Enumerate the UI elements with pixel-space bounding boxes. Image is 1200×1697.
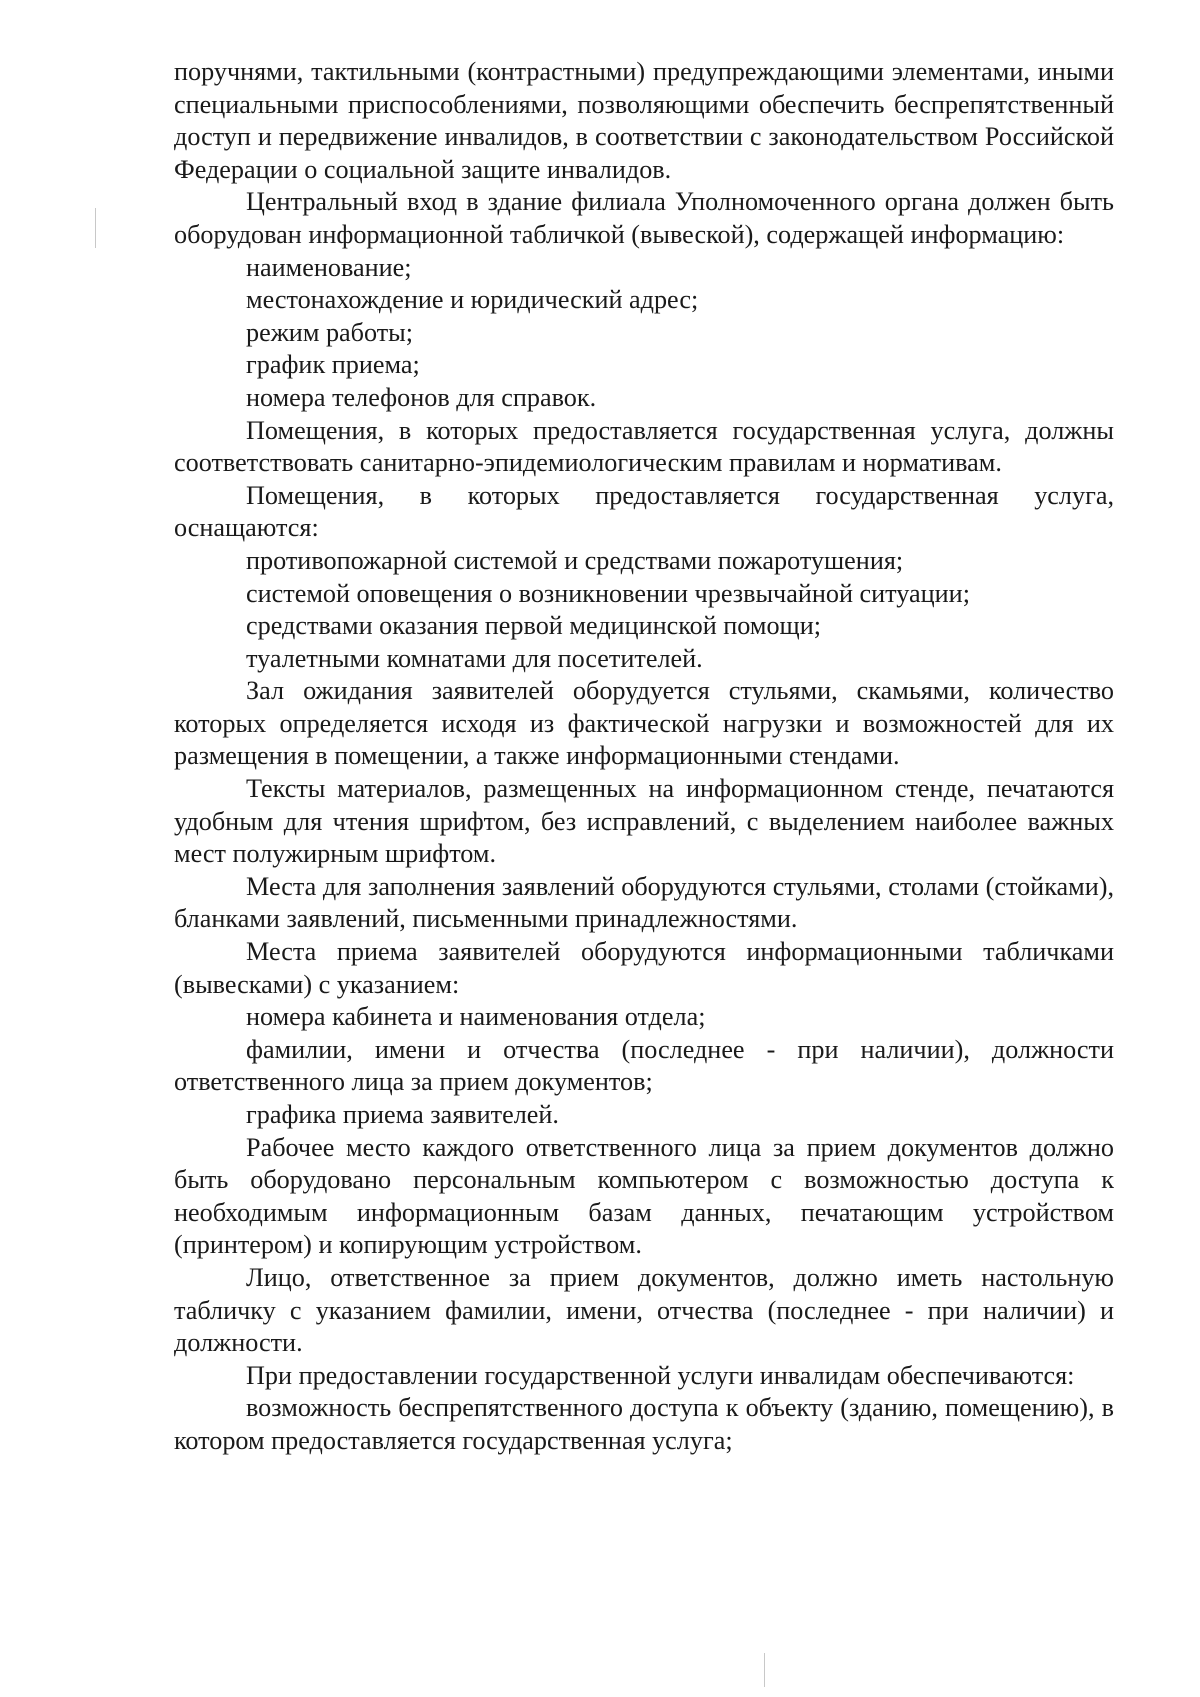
- list-item: системой оповещения о возникновении чрезвычайной ситуации;: [246, 578, 970, 608]
- paragraph: возможность беспрепятственного доступа к объекту (зданию, помещению), в котором предоставляется государственная услуга;: [174, 1393, 1114, 1455]
- paragraph: Помещения, в которых предоставляется государственная услуга, оснащаются:: [174, 480, 1114, 543]
- list-item: наименование;: [246, 252, 412, 282]
- list-item: противопожарной системой и средствами пожаротушения;: [246, 545, 904, 575]
- paragraph: фамилии, имени и отчества (последнее - при наличии), должности ответственного лица за прием документов;: [174, 1034, 1114, 1097]
- scan-edge-mark: [95, 208, 96, 248]
- list-item: график приема;: [246, 350, 420, 380]
- list-item: номера телефонов для справок.: [246, 382, 597, 412]
- scan-edge-mark: [764, 1653, 765, 1687]
- paragraph: поручнями, тактильными (контрастными) предупреждающими элементами, иными специальными приспособлениями, позволяющими обеспечить беспрепятственный доступ и передвижение инвалидов, в соответствии с законодательством Российской Федерации о социальной защите инвалидов.: [174, 57, 1114, 184]
- paragraph: Места приема заявителей оборудуются информационными табличками (вывесками) с указанием:: [174, 937, 1114, 999]
- list-item: местонахождение и юридический адрес;: [246, 285, 699, 315]
- document-body: [174, 56, 1114, 1458]
- paragraph: Центральный вход в здание филиала Уполномоченного органа должен быть оборудован информационной табличкой (вывеской), содержащей информацию:: [174, 187, 1114, 249]
- paragraph: Рабочее место каждого ответственного лица за прием документов должно быть оборудовано персональным компьютером с возможностью доступа к необходимым информационным базам данных, печатающим устройством (принтером) и копирующим устройством.: [174, 1132, 1114, 1260]
- list-item: режим работы;: [246, 317, 414, 347]
- paragraph: Зал ожидания заявителей оборудуется стульями, скамьями, количество которых определяется исходя из фактической нагрузки и возможностей для их размещения в помещении, а также информационными стендами.: [174, 676, 1114, 771]
- paragraph: Тексты материалов, размещенных на информационном стенде, печатаются удобным для чтения шрифтом, без исправлений, с выделением наиболее важных мест полужирным шрифтом.: [174, 774, 1114, 869]
- list-item: средствами оказания первой медицинской помощи;: [246, 611, 821, 641]
- paragraph: Места для заполнения заявлений оборудуются стульями, столами (стойками), бланками заявлений, письменными принадлежностями.: [174, 871, 1114, 934]
- list-item: графика приема заявителей.: [246, 1100, 559, 1129]
- list-item: номера кабинета и наименования отдела;: [246, 1002, 706, 1032]
- paragraph: При предоставлении государственной услуги инвалидам обеспечиваются:: [246, 1360, 1075, 1390]
- paragraph: Лицо, ответственное за прием документов, должно иметь настольную табличку с указанием фамилии, имени, отчества (последнее - при наличии) и должности.: [174, 1262, 1114, 1358]
- list-item: туалетными комнатами для посетителей.: [246, 643, 703, 673]
- paragraph: Помещения, в которых предоставляется государственная услуга, должны соответствовать санитарно-эпидемиологическим правилам и нормативам.: [174, 415, 1114, 478]
